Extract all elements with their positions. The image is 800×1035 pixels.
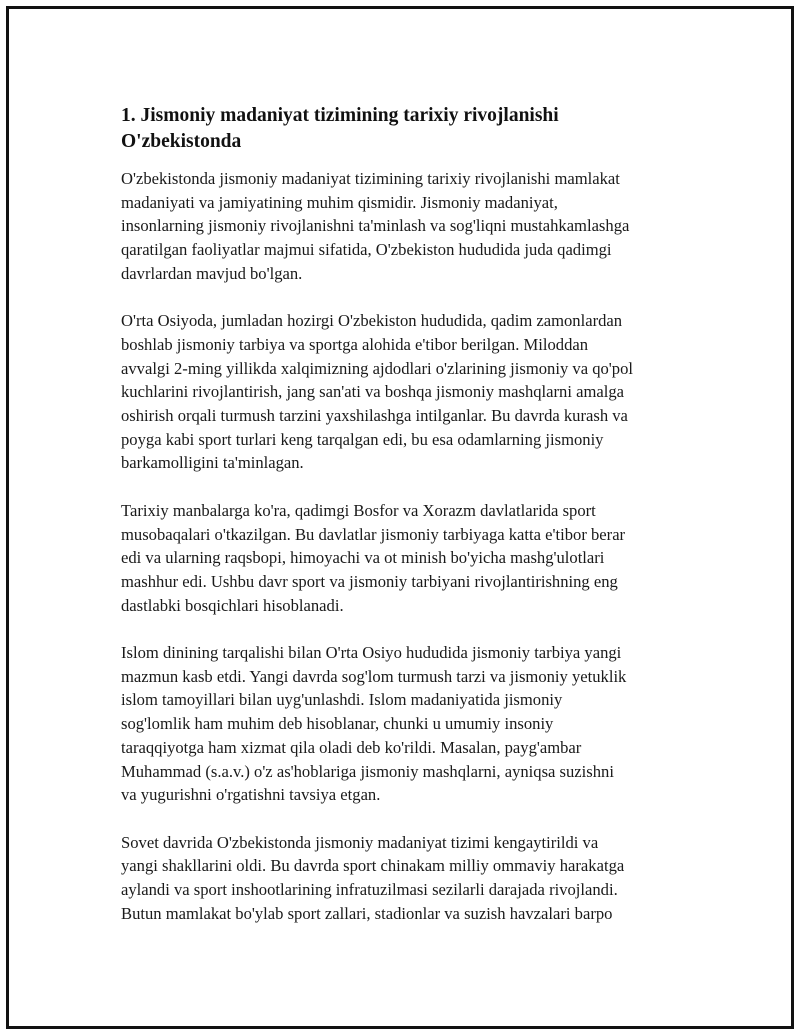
- paragraph-1: O'zbekistonda jismoniy madaniyat tizimining tarixiy rivojlanishi mamlakat madaniyati va jamiyatining muhim qismidir. Jismoniy madaniyat, insonlarning jismoniy rivojlanishni ta'minlash va sog'liqni mustahkamlashga qaratilgan faoliyatlar majmui sifatida, O'zbekiston hududida juda qadimgi davrlardan mavjud bo'lgan.: [121, 169, 630, 283]
- paragraph-5: Sovet davrida O'zbekistonda jismoniy madaniyat tizimi kengaytirildi va yangi shakllarini oldi. Bu davrda sport chinakam milliy ommaviy harakatga aylandi va sport inshootlarining infratuzilmasi sezilarli darajada rivojlandi. Butun mamlakat bo'ylab sport zallari, stadionlar va suzish havzalari barpo: [121, 832, 625, 923]
- paragraph-3: Tarixiy manbalarga ko'ra, qadimgi Bosfor va Xorazm davlatlarida sport musobaqalari o'tkazilgan. Bu davlatlar jismoniy tarbiyaga katta e'tibor berar edi va ularning raqsbopi, himoyachi va ot minish bo'yicha mashg'ulotlari mashhur edi. Ushbu davr sport va jismoniy tarbiyani rivojlantirishning eng dastlabki bosqichlari hisoblanadi.: [121, 500, 626, 615]
- page-frame: [6, 6, 794, 1029]
- document-body: [121, 103, 701, 949]
- document-title: 1. Jismoniy madaniyat tizimining tarixiy rivojlanishi O'zbekistonda: [121, 105, 559, 152]
- paragraph-4: Islom dinining tarqalishi bilan O'rta Osiyo hududida jismoniy tarbiya yangi mazmun kasb etdi. Yangi davrda sog'lom turmush tarzi va jismoniy yetuklik islom tamoyillari bilan uyg'unlashdi. Islom madaniyatida jismoniy sog'lomlik ham muhim deb hisoblanar, chunki u umumiy insoniy taraqqiyotga ham xizmat qila oladi deb ko'rildi. Masalan, payg'ambar Muhammad (s.a.v.) o'z as'hoblariga jismoniy mashqlarni, ayniqsa suzishni va yugurishni o'rgatishni tavsiya etgan.: [121, 643, 627, 805]
- paragraph-2: O'rta Osiyoda, jumladan hozirgi O'zbekiston hududida, qadim zamonlardan boshlab jismoniy tarbiya va sportga alohida e'tibor berilgan. Miloddan avvalgi 2-ming yillikda xalqimizning ajdodlari o'zlarining jismoniy va qo'pol kuchlarini rivojlantirish, jang san'ati va boshqa jismoniy mashqlarni amalga oshirish orqali turmush tarzini yaxshilashga intilganlar. Bu davrda kurash va poyga kabi sport turlari keng tarqalgan edi, bu esa odamlarning jismoniy barkamolligini ta'minlagan.: [121, 311, 633, 473]
